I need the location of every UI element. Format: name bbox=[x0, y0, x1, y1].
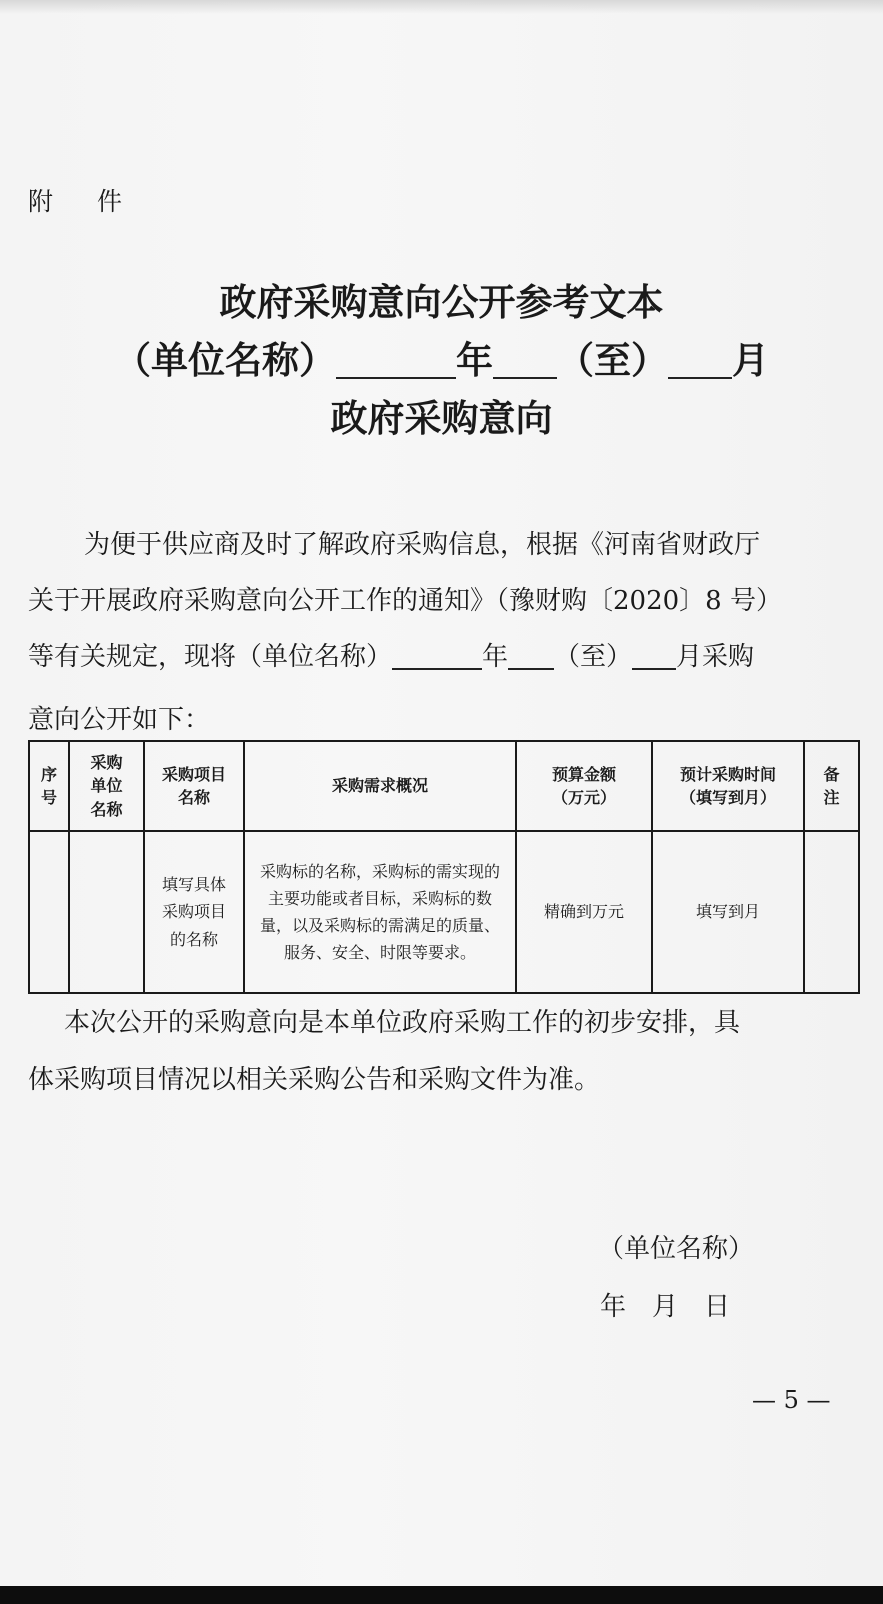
title-to: （至） bbox=[557, 339, 668, 382]
cell-overview: 采购标的名称，采购标的需实现的主要功能或者目标，采购标的数量，以及采购标的需满足的质量、服务、安全、时限等要求。 bbox=[244, 831, 516, 993]
header-seq: 序号 bbox=[29, 741, 69, 831]
document-subtitle bbox=[0, 339, 883, 382]
intro-unit-text: 等有关规定，现将（单位名称） bbox=[28, 642, 393, 672]
cell-project: 填写具体采购项目的名称 bbox=[144, 831, 244, 993]
page-number: — 5 — bbox=[752, 1386, 831, 1414]
header-budget: 预算金额（万元） bbox=[516, 741, 652, 831]
header-remark: 备注 bbox=[804, 741, 859, 831]
header-overview: 采购需求概况 bbox=[244, 741, 516, 831]
title-year: 年 bbox=[456, 339, 493, 382]
procurement-intent-table bbox=[28, 740, 860, 994]
cell-budget: 精确到万元 bbox=[516, 831, 652, 993]
intro-month: 月采购 bbox=[676, 642, 755, 672]
header-unit: 采购单位名称 bbox=[69, 741, 144, 831]
signature-unit: （单位名称） bbox=[598, 1234, 755, 1264]
closing-line-1: 本次公开的采购意向是本单位政府采购工作的初步安排，具 bbox=[64, 1008, 741, 1038]
document-heading: 政府采购意向 bbox=[330, 397, 553, 440]
intro-year: 年 bbox=[482, 642, 509, 672]
title-month: 月 bbox=[732, 339, 769, 382]
intro-month-from-blank bbox=[508, 642, 554, 670]
intro-year-blank bbox=[392, 642, 482, 670]
title-month-from-blank bbox=[493, 351, 557, 379]
signature-date: 年 月 日 bbox=[600, 1292, 731, 1322]
cell-seq bbox=[29, 831, 69, 993]
title-year-blank bbox=[336, 351, 456, 379]
title-month-to-blank bbox=[668, 351, 732, 379]
intro-line-4: 意向公开如下： bbox=[28, 705, 211, 735]
intro-line-2: 关于开展政府采购意向公开工作的通知》（豫财购〔2020〕8 号） bbox=[28, 586, 782, 616]
scan-edge bbox=[0, 1586, 883, 1604]
header-project: 采购项目名称 bbox=[144, 741, 244, 831]
title-unit-name: （单位名称） bbox=[114, 339, 336, 382]
scan-shadow bbox=[0, 0, 883, 14]
closing-line-2: 体采购项目情况以相关采购公告和采购文件为准。 bbox=[28, 1065, 601, 1095]
document-title: 政府采购意向公开参考文本 bbox=[219, 281, 664, 324]
table-header-row bbox=[29, 741, 859, 831]
attachment-label: 附 件 bbox=[28, 187, 140, 216]
header-time: 预计采购时间（填写到月） bbox=[652, 741, 804, 831]
intro-to: （至） bbox=[554, 642, 633, 672]
cell-unit bbox=[69, 831, 144, 993]
cell-time: 填写到月 bbox=[652, 831, 804, 993]
cell-remark bbox=[804, 831, 859, 993]
intro-line-3 bbox=[28, 642, 754, 670]
intro-line-1: 为便于供应商及时了解政府采购信息，根据《河南省财政厅 bbox=[84, 530, 761, 560]
table-row bbox=[29, 831, 859, 993]
intro-month-to-blank bbox=[632, 642, 676, 670]
